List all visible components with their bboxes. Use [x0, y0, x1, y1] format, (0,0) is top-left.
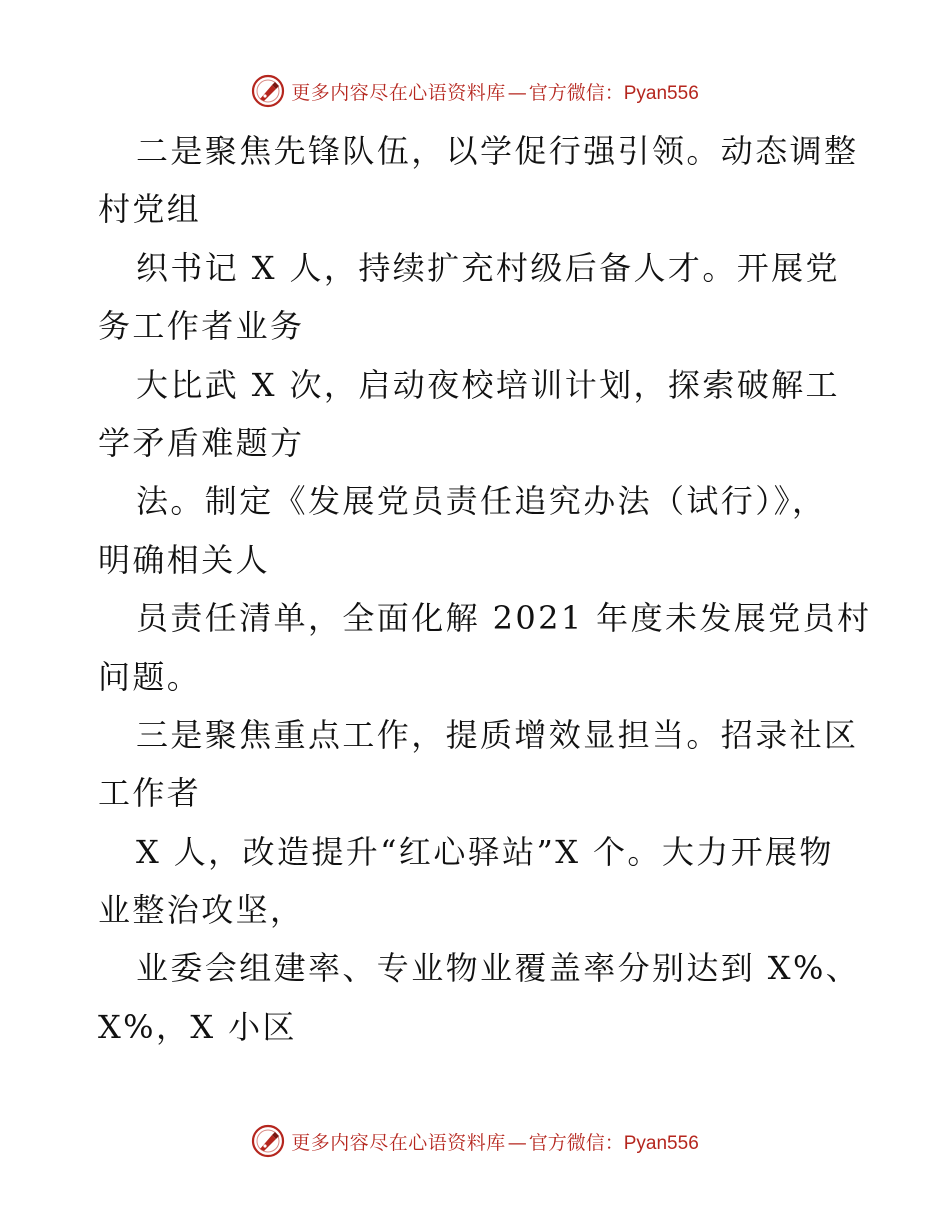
body-text-line: 大比武 X 次，启动夜校培训计划，探索破解工: [136, 365, 840, 404]
body-text-line: 明确相关人: [98, 540, 271, 579]
body-text-line: 业委会组建率、专业物业覆盖率分别达到 X%、: [136, 949, 861, 988]
document-body: [98, 122, 872, 1056]
footer-banner-text: [291, 1128, 699, 1155]
body-text-line: 织书记 X 人，持续扩充村级后备人才。开展党: [136, 248, 840, 287]
body-text-line: X 人，改造提升“红心驿站”X 个。大力开展物: [136, 832, 834, 871]
body-text-line: 法。制定《发展党员责任追究办法（试行）》，: [136, 482, 827, 521]
body-text-line: 二是聚焦先锋队伍，以学促行强引领。动态调整: [136, 132, 859, 170]
banner-slogan: 更多内容尽在心语资料库: [291, 81, 506, 104]
body-text-line: 学矛盾难题方: [98, 423, 305, 462]
banner-slogan: 更多内容尽在心语资料库: [291, 1131, 506, 1154]
body-text-line: 工作者: [98, 774, 202, 813]
header-banner-text: [291, 78, 699, 105]
body-text-line: 员责任清单，全面化解 2021 年度未发展党员村: [136, 599, 872, 638]
banner-wechat-id: Pyan556: [623, 1132, 699, 1154]
body-text-line: 三是聚焦重点工作，提质增效显担当。招录社区: [136, 715, 859, 754]
body-text-line: 务工作者业务: [98, 307, 305, 346]
body-text-line: X%，X 小区: [98, 1007, 297, 1046]
banner-dash: —: [507, 81, 527, 104]
banner-dash: —: [507, 1131, 527, 1154]
pen-nib-logo-icon: [251, 1124, 285, 1158]
body-text-line: 问题。: [98, 657, 202, 696]
banner-wechat-label: 官方微信：: [528, 81, 624, 104]
banner-wechat-label: 官方微信：: [528, 1131, 624, 1154]
banner-wechat-id: Pyan556: [623, 82, 699, 104]
body-text-line: 业整治攻坚，: [98, 891, 305, 930]
pen-nib-logo-icon: [251, 74, 285, 108]
body-text-line: 村党组: [98, 190, 202, 229]
header-banner: [0, 71, 950, 111]
footer-banner: [0, 1121, 950, 1161]
